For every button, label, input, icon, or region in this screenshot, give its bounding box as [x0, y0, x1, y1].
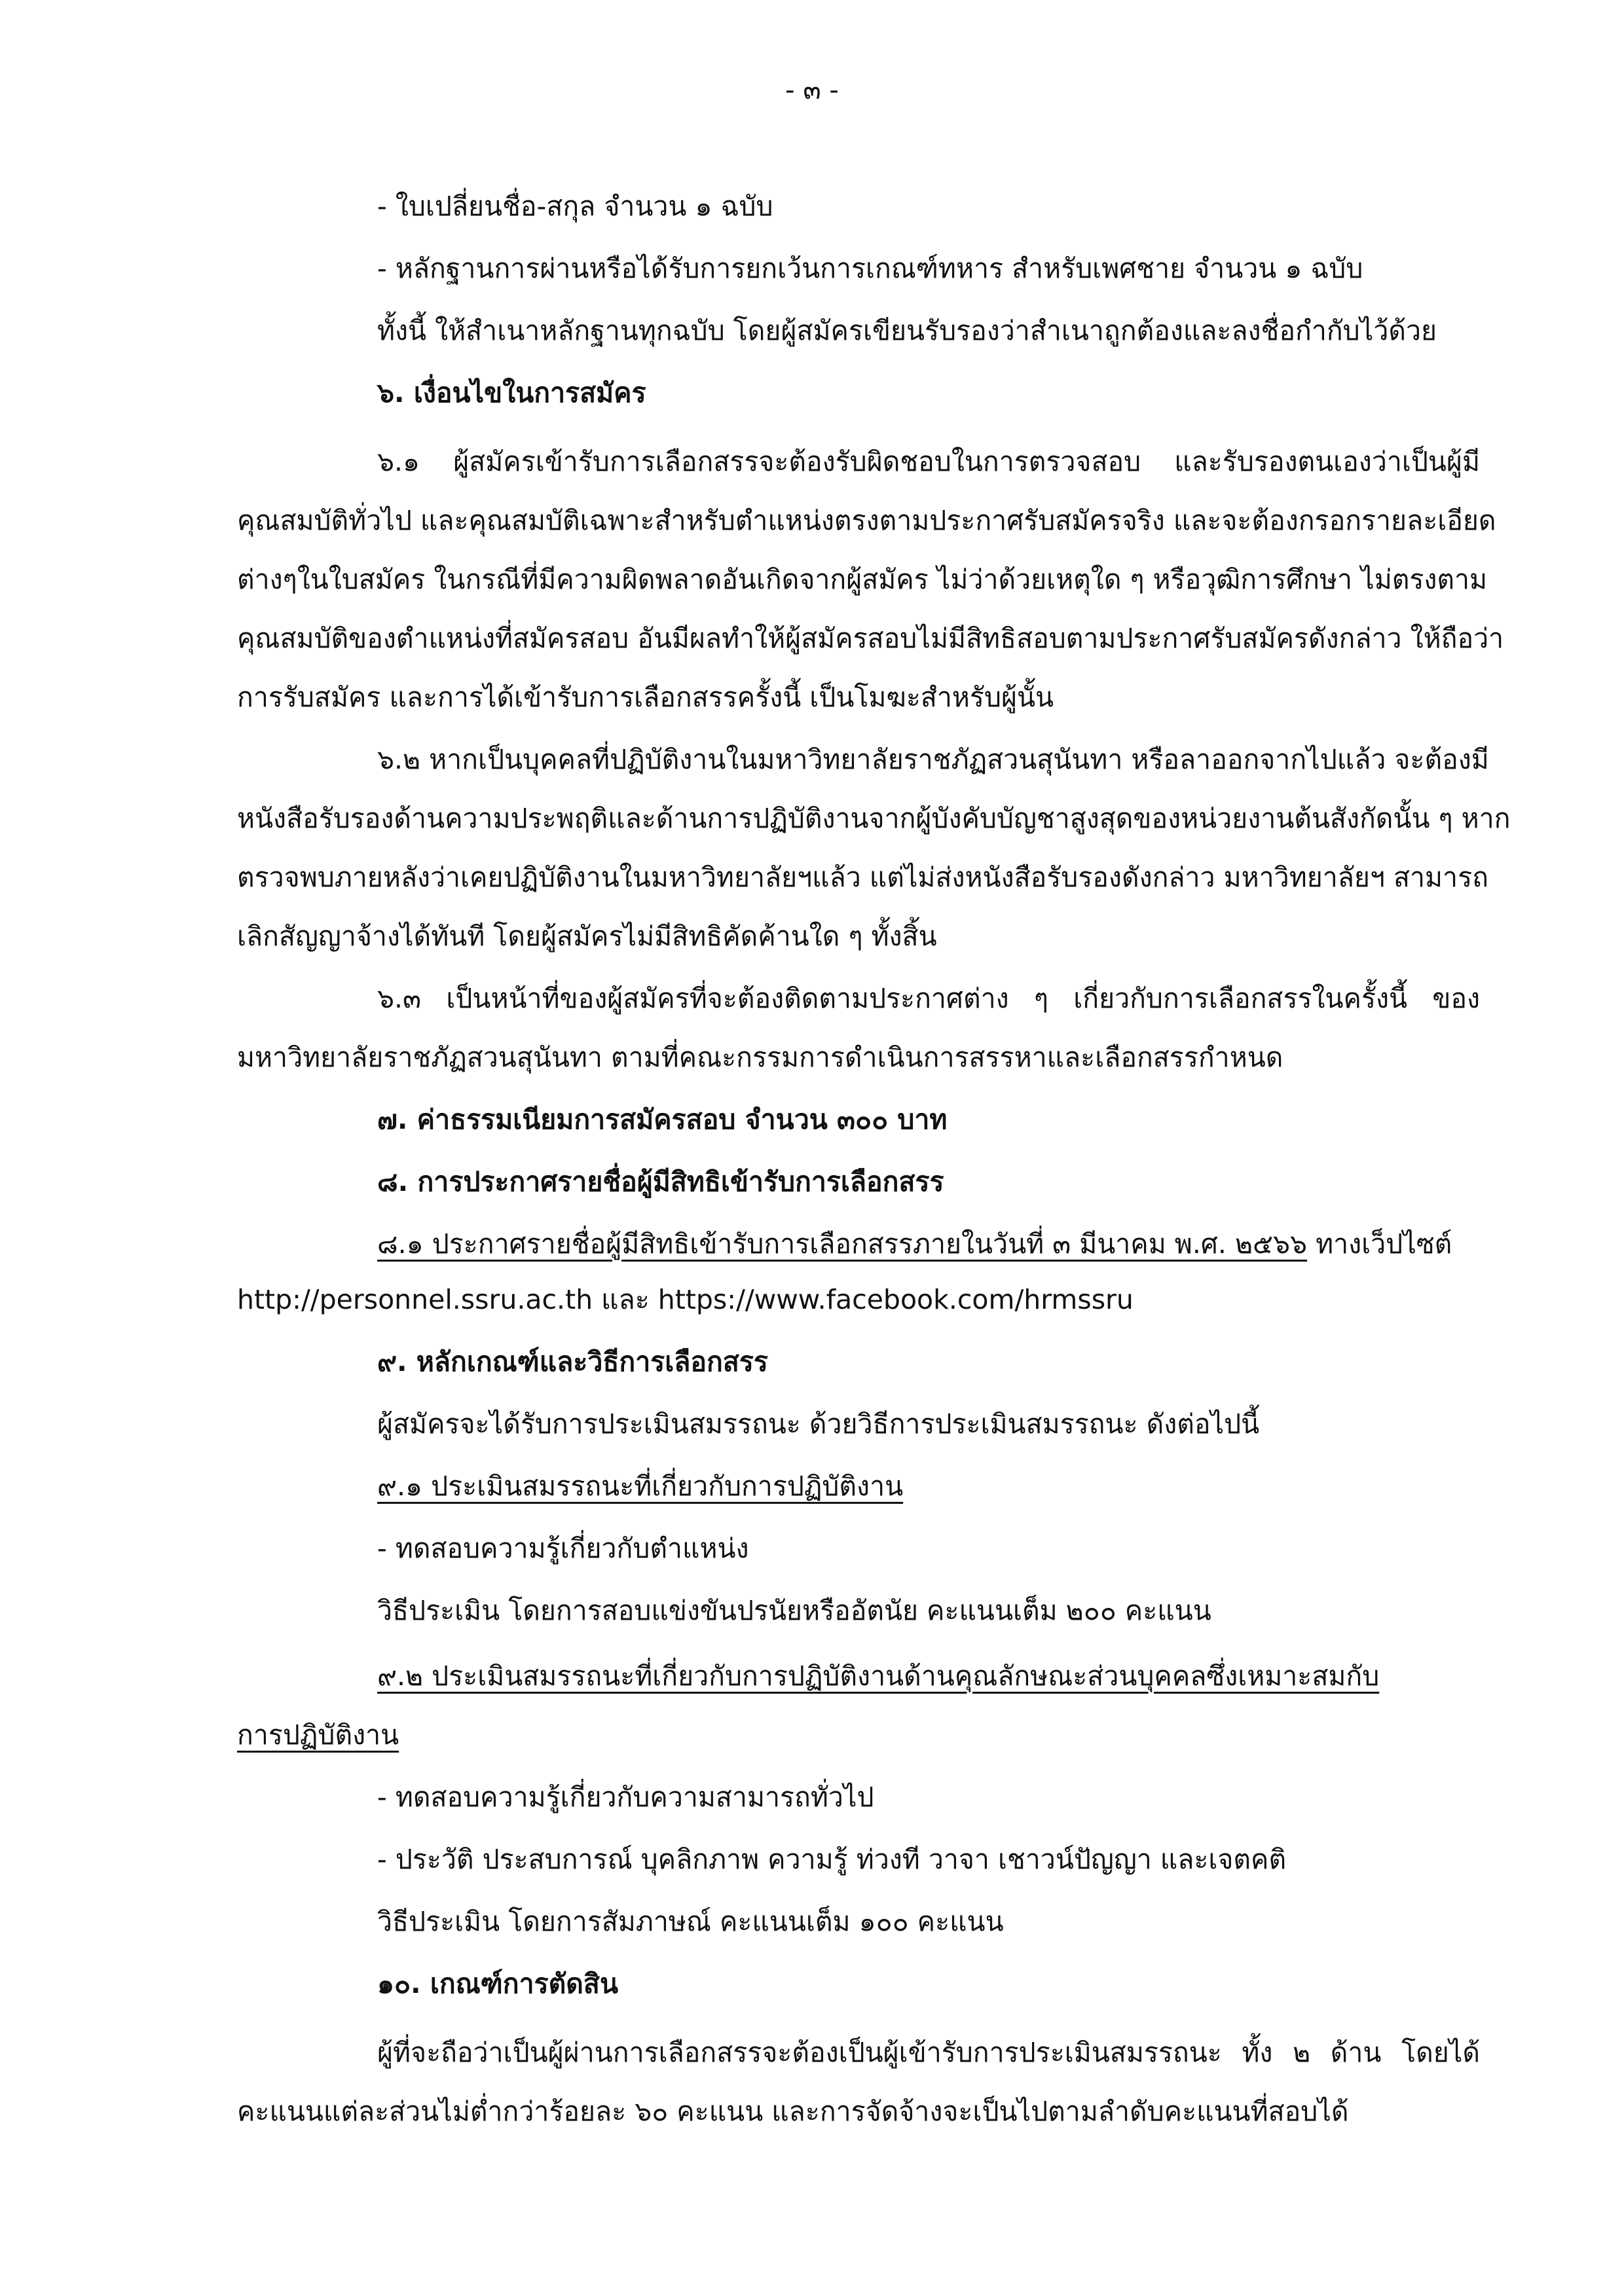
p61-line-3: ต่างๆในใบสมัคร ในกรณีที่มีความผิดพลาดอันเกิดจากผู้สมัคร ไม่ว่าด้วยเหตุใด ๆ หรือวุฒิการศึกษา ไม่ตรงตาม [237, 564, 1488, 595]
s92-item-1: - ทดสอบความรู้เกี่ยวกับความสามารถทั่วไป [377, 1781, 874, 1813]
page-number: - ๓ - [785, 75, 839, 105]
p62-line-2: หนังสือรับรองด้านความประพฤติและด้านการปฏิบัติงานจากผู้บังคับบัญชาสูงสุดของหน่วยงานต้นสังกัดนั้น ๆ หาก [237, 803, 1511, 834]
p62-line-3: ตรวจพบภายหลังว่าเคยปฏิบัติงานในมหาวิทยาลัยฯแล้ว แต่ไม่ส่งหนังสือรับรองดังกล่าว มหาวิทยาลัยฯ สามารถ [237, 862, 1488, 893]
s91-item: - ทดสอบความรู้เกี่ยวกับตำแหน่ง [377, 1533, 749, 1564]
s9-intro: ผู้สมัครจะได้รับการประเมินสมรรถนะ ด้วยวิธีการประเมินสมรรถนะ ดังต่อไปนี้ [377, 1408, 1260, 1440]
s10-line-1: ผู้ที่จะถือว่าเป็นผู้ผ่านการเลือกสรรจะต้องเป็นผู้เข้ารับการประเมินสมรรถนะ ทั้ง ๒ ด้าน โดยได้ [377, 2037, 1480, 2068]
p63-line-2: มหาวิทยาลัยราชภัฏสวนสุนันทา ตามที่คณะกรรมการดำเนินการสรรหาและเลือกสรรกำหนด [237, 1042, 1283, 1073]
p61-line-2: คุณสมบัติทั่วไป และคุณสมบัติเฉพาะสำหรับตำแหน่งตรงตามประกาศรับสมัครจริง และจะต้องกรอกรายละเอียด [237, 505, 1496, 536]
doc-line-name-change: - ใบเปลี่ยนชื่อ-สกุล จำนวน ๑ ฉบับ [377, 191, 773, 222]
p81-line-1 [377, 1224, 1452, 1264]
p81-website-label: ทางเว็ปไซต์ [1307, 1228, 1452, 1260]
p81-announcement-date: ๘.๑ ประกาศรายชื่อผู้มีสิทธิเข้ารับการเลือกสรรภายในวันที่ ๓ มีนาคม พ.ศ. ๒๕๖๖ [377, 1228, 1308, 1260]
s92-item-2: - ประวัติ ประสบการณ์ บุคลิกภาพ ความรู้ ท่วงที วาจา เชาวน์ปัญญา และเจตคติ [377, 1844, 1287, 1875]
s92-method: วิธีประเมิน โดยการสัมภาษณ์ คะแนนเต็ม ๑๐๐ คะแนน [377, 1906, 1004, 1937]
p81-line-2-urls: http://personnel.ssru.ac.th และ https://www.facebook.com/hrmssru [237, 1284, 1134, 1315]
s92-title-line-2: การปฏิบัติงาน [237, 1719, 399, 1751]
s91-method: วิธีประเมิน โดยการสอบแข่งขันปรนัยหรืออัตนัย คะแนนเต็ม ๒๐๐ คะแนน [377, 1595, 1211, 1626]
section-10-heading: ๑๐. เกณฑ์การตัดสิน [377, 1968, 618, 1999]
s92-title-line-1: ๙.๒ ประเมินสมรรถนะที่เกี่ยวกับการปฏิบัติงานด้านคุณลักษณะส่วนบุคคลซึ่งเหมาะสมกับ [377, 1660, 1380, 1692]
s91-title: ๙.๑ ประเมินสมรรถนะที่เกี่ยวกับการปฏิบัติงาน [377, 1470, 904, 1502]
p63-line-1: ๖.๓ เป็นหน้าที่ของผู้สมัครที่จะต้องติดตามประกาศต่าง ๆ เกี่ยวกับการเลือกสรรในครั้งนี้ ของ [377, 983, 1480, 1014]
p62-line-4: เลิกสัญญาจ้างได้ทันที โดยผู้สมัครไม่มีสิทธิคัดค้านใด ๆ ทั้งสิ้น [237, 920, 937, 952]
p61-line-4: คุณสมบัติของตำแหน่งที่สมัครสอบ อันมีผลทำให้ผู้สมัครสอบไม่มีสิทธิสอบตามประกาศรับสมัครดังกล่าว ให้ถือว่า [237, 623, 1504, 654]
p62-line-1: ๖.๒ หากเป็นบุคคลที่ปฏิบัติงานในมหาวิทยาลัยราชภัฏสวนสุนันทา หรือลาออกจากไปแล้ว จะต้องมี [377, 744, 1489, 775]
section-7-heading: ๗. ค่าธรรมเนียมการสมัครสอบ จำนวน ๓๐๐ บาท [377, 1104, 948, 1135]
section-9-heading: ๙. หลักเกณฑ์และวิธีการเลือกสรร [377, 1346, 768, 1377]
section-8-heading: ๘. การประกาศรายชื่อผู้มีสิทธิเข้ารับการเลือกสรร [377, 1166, 944, 1197]
doc-line-certify: ทั้งนี้ ให้สำเนาหลักฐานทุกฉบับ โดยผู้สมัครเขียนรับรองว่าสำเนาถูกต้องและลงชื่อกำกับไว้ด้วย [377, 315, 1437, 346]
p61-line-5: การรับสมัคร และการได้เข้ารับการเลือกสรรครั้งนี้ เป็นโมฆะสำหรับผู้นั้น [237, 682, 1054, 713]
s10-line-2: คะแนนแต่ละส่วนไม่ต่ำกว่าร้อยละ ๖๐ คะแนน และการจัดจ้างจะเป็นไปตามลำดับคะแนนที่สอบได้ [237, 2096, 1349, 2127]
section-6-heading: ๖. เงื่อนไขในการสมัคร [377, 377, 646, 409]
p61-line-1: ๖.๑ ผู้สมัครเข้ารับการเลือกสรรจะต้องรับผิดชอบในการตรวจสอบ และรับรองตนเองว่าเป็นผู้มี [377, 446, 1480, 477]
doc-line-military: - หลักฐานการผ่านหรือได้รับการยกเว้นการเกณฑ์ทหาร สำหรับเพศชาย จำนวน ๑ ฉบับ [377, 253, 1363, 284]
